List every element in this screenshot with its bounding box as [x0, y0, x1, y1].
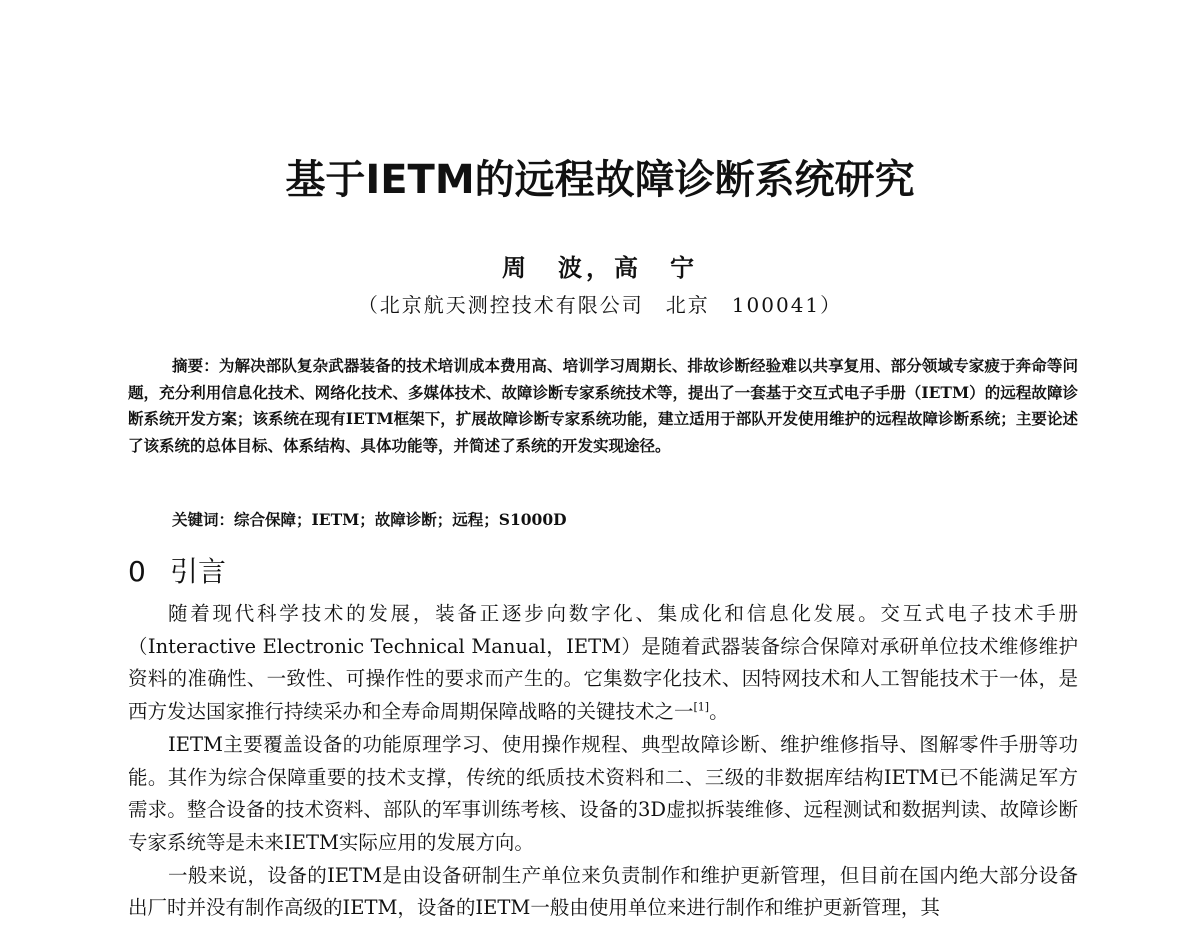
abstract-text: 为解决部队复杂武器装备的技术培训成本费用高、培训学习周期长、排故诊断经验难以共享复用、部分领域专家疲于奔命等问题，充分利用信息化技术、网络化技术、多媒体技术、故障诊断专家系统技术等，提出了一套基于交互式电子手册（IETM）的远程故障诊断系统开发方案；该系统在现有IETM框架下，扩展故障诊断专家系统功能，建立适用于部队开发使用维护的远程故障诊断系统；主要论述了该系统的总体目标、体系结构、具体功能等，并简述了系统的开发实现途径。 — [128, 356, 1078, 455]
keywords-text: 综合保障；IETM；故障诊断；远程；S1000D — [234, 510, 567, 529]
keywords-label: 关键词： — [172, 510, 235, 529]
body-text — [128, 598, 1078, 925]
paragraph-1-text: 随着现代科学技术的发展，装备正逐步向数字化、集成化和信息化发展。交互式电子技术手册（Interactive Electronic Technical Manual，IETM）是随着武器装备综合保障对承研单位技术维修维护资料的准确性、一致性、可操作性的要求而产生的。它集数字化技术、因特网技术和人工智能技术于一体，是西方发达国家推行持续采办和全寿命周期保障战略的关键技术之一 — [128, 602, 1078, 724]
paragraph-1-end: 。 — [709, 700, 729, 724]
section-title: 引言 — [170, 555, 227, 588]
section-heading — [128, 550, 226, 590]
affiliation: （北京航天测控技术有限公司 北京 100041） — [357, 293, 843, 317]
section-number: 0 — [128, 555, 146, 588]
paragraph-2: IETM主要覆盖设备的功能原理学习、使用操作规程、典型故障诊断、维护维修指导、图解零件手册等功能。其作为综合保障重要的技术支撑，传统的纸质技术资料和二、三级的非数据库结构IETM已不能满足军方需求。整合设备的技术资料、部队的军事训练考核、设备的3D虚拟拆装维修、远程测试和数据判读、故障诊断专家系统等是未来IETM实际应用的发展方向。 — [128, 732, 1078, 854]
authors: 周 波，高 宁 — [502, 253, 698, 282]
paper-title: 基于IETM的远程故障诊断系统研究 — [285, 157, 915, 203]
abstract-label: 摘要： — [172, 356, 219, 375]
paragraph-3: 一般来说，设备的IETM是由设备研制生产单位来负责制作和维护更新管理，但目前在国内绝大部分设备出厂时并没有制作高级的IETM，设备的IETM一般由使用单位来进行制作和维护更新管理，其 — [128, 863, 1078, 920]
paragraph-1 — [128, 598, 1078, 729]
keywords — [172, 508, 1072, 530]
abstract — [128, 353, 1078, 459]
citation-ref[interactable]: [1] — [693, 700, 710, 714]
